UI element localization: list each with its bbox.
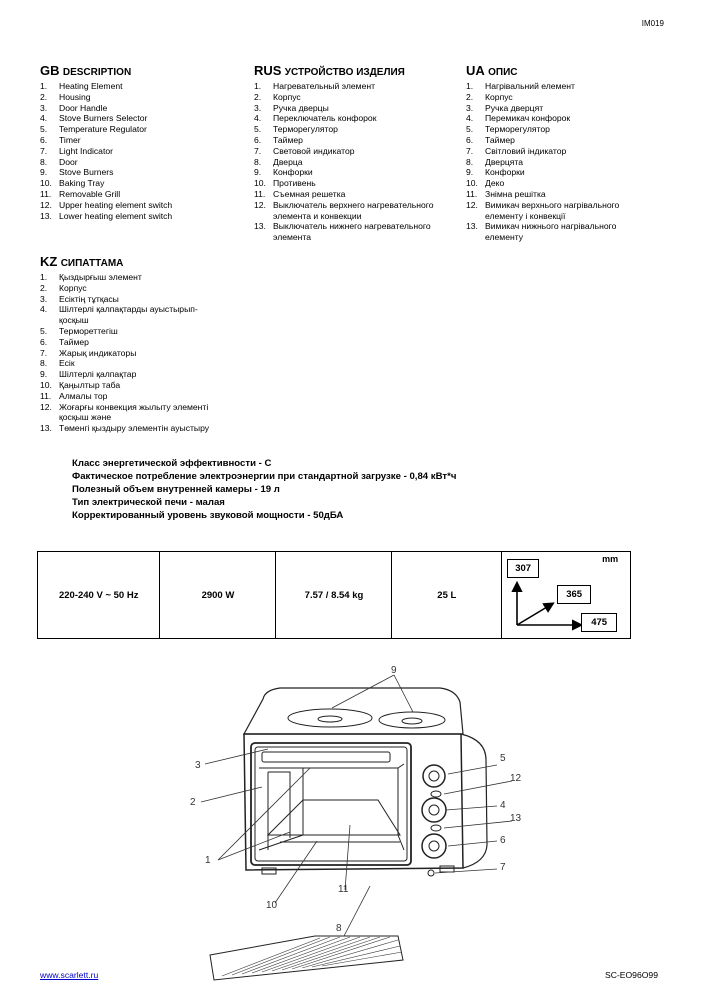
part-number: 8. (466, 156, 474, 167)
part-item (40, 348, 209, 359)
part-item (466, 157, 619, 168)
part-item (40, 124, 172, 135)
part-label: Конфорки (485, 167, 525, 178)
unit-label: mm (602, 554, 619, 564)
model-number: SC-EO96O99 (604, 970, 658, 980)
part-item (466, 81, 619, 92)
part-label: Stove Burners Selector (59, 113, 148, 124)
part-number: 1. (466, 81, 474, 91)
part-label: Деко (485, 178, 505, 189)
part-label: Light Indicator (59, 145, 113, 156)
energy-line: Полезный объем внутренней камеры - 19 л (72, 484, 280, 495)
part-item (40, 358, 209, 369)
callout-7: 7 (500, 862, 506, 873)
gb-heading: GB DESCRIPTION (40, 63, 132, 78)
part-item (40, 81, 172, 92)
part-item (466, 103, 619, 114)
energy-line: Класс энергетической эффективности - С (72, 458, 272, 469)
part-number: 9. (40, 167, 48, 178)
part-item (466, 124, 619, 135)
part-number: 2. (40, 91, 48, 102)
part-label: Stove Burners (59, 167, 114, 178)
callout-1: 1 (205, 855, 211, 866)
part-item (466, 221, 619, 243)
part-item (254, 103, 434, 114)
part-number: 3. (466, 102, 474, 113)
callout-2: 2 (190, 797, 196, 808)
part-number: 13. (254, 221, 266, 232)
part-item (254, 221, 434, 243)
height-value: 307 (507, 559, 539, 578)
energy-info (72, 457, 456, 522)
part-number: 11. (254, 188, 266, 199)
dimensions-cell (502, 552, 631, 639)
part-label: Знімна решітка (485, 188, 546, 199)
part-item (466, 189, 619, 200)
part-label: Вимикач верхнього нагрівального елементу і конвекції (485, 199, 620, 221)
part-item (254, 113, 434, 124)
part-label: Baking Tray (59, 178, 105, 189)
part-label: Корпус (485, 91, 513, 102)
part-number: 8. (40, 156, 48, 167)
part-label: Housing (59, 91, 91, 102)
part-label: Қаңылтыр таба (59, 379, 121, 390)
part-item (40, 178, 172, 189)
part-label: Конфорки (273, 167, 313, 178)
callout-13: 13 (510, 813, 522, 824)
part-label: Timer (59, 134, 81, 145)
weight-cell: 7.57 / 8.54 kg (276, 552, 392, 639)
power-cell: 2900 W (160, 552, 276, 639)
part-number: 12. (40, 199, 52, 210)
part-label: Temperature Regulator (59, 124, 147, 135)
part-item (254, 92, 434, 103)
part-label: Жоғарғы конвекция жылыту элементі қосқыш және (59, 401, 209, 423)
part-label: Шілтерлі қалпақтар (59, 369, 137, 380)
part-number: 4. (40, 113, 48, 124)
part-label: Heating Element (59, 81, 123, 91)
part-label: Алмалы тор (59, 390, 108, 401)
part-item (254, 200, 434, 222)
part-item (466, 113, 619, 124)
part-number: 7. (40, 145, 48, 156)
part-item (40, 402, 209, 424)
part-label: Төменгі қыздыру элементін ауыстыру (59, 423, 210, 434)
part-number: 1. (40, 272, 48, 282)
volume-cell: 25 L (392, 552, 502, 639)
website-link[interactable]: www.scarlett.ru (40, 970, 99, 980)
part-label: Жарық индикаторы (59, 347, 137, 358)
part-number: 2. (466, 91, 474, 102)
part-number: 7. (254, 145, 262, 156)
part-label: Световой индикатор (273, 145, 355, 156)
part-number: 6. (466, 134, 474, 145)
part-label: Терморегулятор (273, 124, 338, 135)
part-label: Door Handle (59, 102, 108, 113)
rus-heading: RUS УСТРОЙСТВО ИЗДЕЛИЯ (254, 63, 405, 78)
part-item (40, 391, 209, 402)
rus-parts-list (254, 81, 434, 243)
callout-4: 4 (500, 800, 506, 811)
document-code: IM019 (641, 19, 664, 28)
part-number: 3. (40, 293, 48, 304)
part-item (466, 167, 619, 178)
ua-heading: UA ОПИС (466, 63, 518, 78)
kz-parts-list (40, 272, 209, 434)
part-item (40, 103, 172, 114)
width-value: 475 (581, 613, 617, 632)
part-label: Door (59, 156, 78, 167)
part-item (40, 294, 209, 305)
energy-line: Корректированный уровень звуковой мощности - 50дБА (72, 510, 344, 521)
part-number: 10. (466, 178, 478, 189)
part-item (40, 326, 209, 337)
part-label: Ручка дверцят (485, 102, 544, 113)
part-item (40, 423, 209, 434)
ua-parts-list (466, 81, 619, 243)
part-item (40, 92, 172, 103)
part-item (40, 272, 209, 283)
part-number: 13. (40, 210, 52, 221)
gb-parts-list (40, 81, 172, 221)
part-item (40, 380, 209, 391)
part-number: 12. (254, 199, 266, 210)
part-label: Терморегулятор (485, 124, 550, 135)
part-item (254, 157, 434, 168)
part-number: 4. (40, 304, 48, 315)
part-item (254, 167, 434, 178)
part-label: Выключатель нижнего нагревательного элемента (273, 221, 431, 243)
part-label: Корпус (273, 91, 301, 102)
part-label: Съемная решетка (273, 188, 346, 199)
part-label: Таймер (59, 336, 89, 347)
part-item (254, 178, 434, 189)
callout-11: 11 (338, 884, 349, 895)
part-number: 3. (40, 102, 48, 113)
part-number: 1. (40, 81, 48, 91)
part-number: 7. (40, 347, 48, 358)
part-item (254, 135, 434, 146)
part-number: 3. (254, 102, 262, 113)
part-item (40, 135, 172, 146)
part-label: Переключатель конфорок (273, 113, 377, 124)
part-number: 6. (40, 336, 48, 347)
part-item (254, 146, 434, 157)
part-number: 11. (40, 390, 52, 401)
part-item (254, 124, 434, 135)
part-label: Upper heating element switch (59, 199, 173, 210)
energy-line: Тип электрической печи - малая (72, 497, 225, 508)
part-item (254, 81, 434, 92)
callout-12: 12 (510, 773, 522, 784)
part-item (40, 304, 209, 326)
part-number: 10. (40, 178, 52, 189)
part-item (40, 167, 172, 178)
ua-description (466, 64, 619, 243)
part-item (466, 200, 619, 222)
part-item (466, 146, 619, 157)
part-number: 9. (40, 369, 48, 380)
energy-line: Фактическое потребление электроэнергии при стандартной загрузке - 0,84 кВт*ч (72, 471, 457, 482)
kz-description (40, 255, 209, 434)
gb-description (40, 64, 172, 221)
part-number: 8. (254, 156, 262, 167)
callout-3: 3 (195, 760, 201, 771)
part-item (40, 113, 172, 124)
part-label: Lower heating element switch (59, 210, 173, 221)
part-number: 6. (254, 134, 262, 145)
part-item (254, 189, 434, 200)
part-number: 5. (254, 124, 262, 135)
part-item (466, 135, 619, 146)
callout-6: 6 (500, 835, 506, 846)
part-label: Нагревательный элемент (273, 81, 376, 91)
rus-description (254, 64, 434, 243)
part-item (40, 200, 172, 211)
part-number: 6. (40, 134, 48, 145)
part-number: 13. (40, 423, 52, 434)
part-item (466, 92, 619, 103)
part-number: 11. (466, 188, 478, 199)
part-label: Дверцята (485, 156, 524, 167)
part-label: Есіктің тұтқасы (59, 293, 119, 304)
part-label: Корпус (59, 282, 87, 293)
part-number: 2. (40, 282, 48, 293)
part-label: Термореттегіш (59, 325, 118, 336)
part-label: Ручка дверцы (273, 102, 329, 113)
callout-8: 8 (336, 923, 342, 934)
part-label: Вимикач нижнього нагрівального елементу (485, 221, 617, 243)
part-item (466, 178, 619, 189)
part-number: 5. (40, 325, 48, 336)
part-number: 5. (466, 124, 474, 135)
part-label: Нагрівальний елемент (485, 81, 575, 91)
part-item (40, 283, 209, 294)
part-number: 10. (40, 379, 52, 390)
part-label: Removable Grill (59, 188, 121, 199)
part-label: Выключатель верхнего нагревательного элемента и конвекции (273, 199, 434, 221)
part-label: Таймер (273, 134, 303, 145)
part-label: Перемикач конфорок (485, 113, 571, 124)
part-label: Противень (273, 178, 316, 189)
part-number: 7. (466, 145, 474, 156)
part-number: 12. (40, 401, 52, 412)
kz-heading: KZ СИПАТТАМА (40, 254, 124, 269)
part-number: 4. (254, 113, 262, 124)
part-label: Світловий індикатор (485, 145, 567, 156)
part-number: 5. (40, 124, 48, 135)
part-label: Дверца (273, 156, 303, 167)
callout-9: 9 (391, 665, 397, 676)
voltage-cell: 220-240 V ~ 50 Hz (38, 552, 160, 639)
callout-5: 5 (500, 753, 506, 764)
part-label: Есік (59, 358, 75, 369)
part-number: 1. (254, 81, 262, 91)
part-item (40, 211, 172, 222)
part-label: Таймер (485, 134, 515, 145)
part-item (40, 369, 209, 380)
part-label: Шілтерлі қалпақтарды ауыстырып- қосқыш (59, 304, 198, 326)
part-item (40, 157, 172, 168)
part-number: 9. (254, 167, 262, 178)
part-item (40, 189, 172, 200)
part-label: Қыздырғыш элемент (59, 272, 142, 282)
part-number: 9. (466, 167, 474, 178)
part-number: 10. (254, 178, 266, 189)
part-number: 11. (40, 188, 52, 199)
part-number: 8. (40, 358, 48, 369)
oven-diagram (0, 650, 707, 990)
depth-value: 365 (557, 585, 591, 604)
part-number: 4. (466, 113, 474, 124)
part-item (40, 146, 172, 157)
part-number: 13. (466, 221, 478, 232)
callout-10: 10 (266, 900, 278, 911)
part-number: 2. (254, 91, 262, 102)
part-item (40, 337, 209, 348)
spec-table (37, 551, 631, 639)
part-number: 12. (466, 199, 478, 210)
